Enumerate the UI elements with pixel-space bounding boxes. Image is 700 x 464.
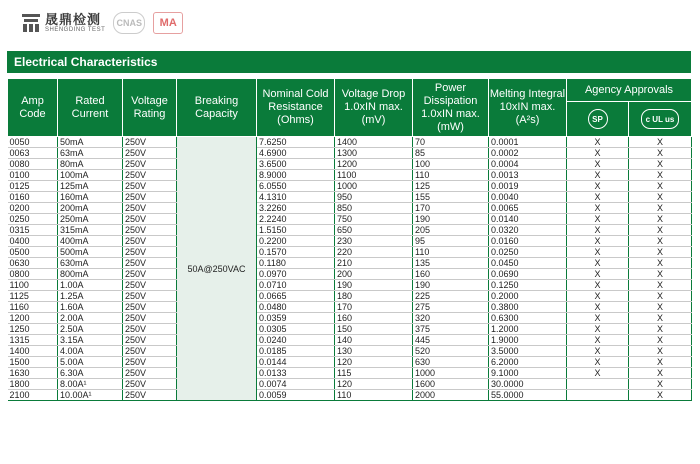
brand-logo [20,12,105,34]
col-csa [567,102,629,137]
rated-current-cell: 10.00A¹ [58,390,123,401]
power-dissipation-cell: 375 [413,324,489,335]
voltage-drop-cell: 180 [335,291,413,302]
voltage-rating-cell: 250V [123,148,177,159]
csa-approval-cell: X [567,291,629,302]
csa-approval-cell: X [567,269,629,280]
voltage-drop-cell: 1400 [335,137,413,148]
table-row [8,159,692,170]
amp-code-cell: 0250 [8,214,58,225]
voltage-rating-cell: 250V [123,225,177,236]
voltage-drop-cell: 650 [335,225,413,236]
power-dissipation-cell: 205 [413,225,489,236]
table-row [8,379,692,390]
csa-approval-cell: X [567,280,629,291]
rated-current-cell: 80mA [58,159,123,170]
power-dissipation-cell: 95 [413,236,489,247]
melting-integral-cell: 0.0001 [489,137,567,148]
col-rated-current: Rated Current [58,79,123,137]
rated-current-cell: 125mA [58,181,123,192]
amp-code-cell: 0630 [8,258,58,269]
melting-integral-cell: 6.2000 [489,357,567,368]
voltage-drop-cell: 230 [335,236,413,247]
ul-approval-cell: X [629,137,692,148]
voltage-drop-cell: 190 [335,280,413,291]
ul-approval-cell: X [629,302,692,313]
ul-approval-cell: X [629,236,692,247]
voltage-rating-cell: 250V [123,170,177,181]
rated-current-cell: 63mA [58,148,123,159]
table-row [8,302,692,313]
cold-resistance-cell: 0.0240 [257,335,335,346]
melting-integral-cell: 0.0450 [489,258,567,269]
table-body [8,137,692,401]
power-dissipation-cell: 110 [413,247,489,258]
melting-integral-cell: 9.1000 [489,368,567,379]
amp-code-cell: 1630 [8,368,58,379]
melting-integral-cell: 0.0004 [489,159,567,170]
table-row [8,346,692,357]
rated-current-cell: 100mA [58,170,123,181]
voltage-drop-cell: 1100 [335,170,413,181]
voltage-drop-cell: 1300 [335,148,413,159]
voltage-drop-cell: 1000 [335,181,413,192]
ul-approval-cell: X [629,269,692,280]
csa-approval-cell: X [567,324,629,335]
voltage-rating-cell: 250V [123,390,177,401]
amp-code-cell: 1400 [8,346,58,357]
ul-approval-cell: X [629,368,692,379]
csa-approval-cell: X [567,313,629,324]
cold-resistance-cell: 8.9000 [257,170,335,181]
cold-resistance-cell: 3.2260 [257,203,335,214]
ul-approval-cell: X [629,181,692,192]
melting-integral-cell: 0.2000 [489,291,567,302]
cold-resistance-cell: 0.0059 [257,390,335,401]
voltage-rating-cell: 250V [123,313,177,324]
voltage-rating-cell: 250V [123,192,177,203]
cold-resistance-cell: 0.0185 [257,346,335,357]
table-row [8,269,692,280]
section-title: Electrical Characteristics [7,51,691,73]
amp-code-cell: 1200 [8,313,58,324]
cold-resistance-cell: 0.0665 [257,291,335,302]
table-row [8,236,692,247]
ul-approval-cell: X [629,280,692,291]
col-ul [629,102,692,137]
voltage-rating-cell: 250V [123,236,177,247]
csa-approval-cell: X [567,170,629,181]
ul-approval-cell: X [629,214,692,225]
melting-integral-cell: 0.0002 [489,148,567,159]
cold-resistance-cell: 0.2200 [257,236,335,247]
amp-code-cell: 1800 [8,379,58,390]
amp-code-cell: 0160 [8,192,58,203]
cold-resistance-cell: 7.6250 [257,137,335,148]
voltage-rating-cell: 250V [123,137,177,148]
ul-approval-cell: X [629,291,692,302]
csa-approval-cell: X [567,214,629,225]
csa-approval-cell: X [567,247,629,258]
brand-name-en: SHENGDING TEST [45,27,106,33]
table-row [8,225,692,236]
cold-resistance-cell: 2.2240 [257,214,335,225]
melting-integral-cell: 0.0250 [489,247,567,258]
voltage-drop-cell: 850 [335,203,413,214]
table-row [8,280,692,291]
voltage-rating-cell: 250V [123,159,177,170]
rated-current-cell: 5.00A [58,357,123,368]
ul-approval-cell: X [629,379,692,390]
power-dissipation-cell: 190 [413,214,489,225]
csa-approval-cell: X [567,258,629,269]
rated-current-cell: 630mA [58,258,123,269]
cold-resistance-cell: 1.5150 [257,225,335,236]
melting-integral-cell: 1.2000 [489,324,567,335]
voltage-drop-cell: 1200 [335,159,413,170]
power-dissipation-cell: 100 [413,159,489,170]
csa-approval-cell: X [567,137,629,148]
amp-code-cell: 0050 [8,137,58,148]
power-dissipation-cell: 160 [413,269,489,280]
power-dissipation-cell: 85 [413,148,489,159]
voltage-drop-cell: 160 [335,313,413,324]
amp-code-cell: 0080 [8,159,58,170]
amp-code-cell: 2100 [8,390,58,401]
melting-integral-cell: 0.0013 [489,170,567,181]
melting-integral-cell: 3.5000 [489,346,567,357]
table-row [8,291,692,302]
csa-approval-cell: X [567,368,629,379]
table-row [8,258,692,269]
cold-resistance-cell: 3.6500 [257,159,335,170]
power-dissipation-cell: 1600 [413,379,489,390]
voltage-rating-cell: 250V [123,214,177,225]
amp-code-cell: 0063 [8,148,58,159]
table-row [8,368,692,379]
csa-approval-cell: X [567,181,629,192]
csa-approval-cell: X [567,159,629,170]
cold-resistance-cell: 0.0710 [257,280,335,291]
voltage-drop-cell: 220 [335,247,413,258]
rated-current-cell: 8.00A¹ [58,379,123,390]
ul-approval-cell: X [629,159,692,170]
table-row [8,247,692,258]
cold-resistance-cell: 0.0305 [257,324,335,335]
rated-current-cell: 160mA [58,192,123,203]
melting-integral-cell: 0.0160 [489,236,567,247]
electrical-characteristics-table [7,78,692,401]
rated-current-cell: 3.15A [58,335,123,346]
rated-current-cell: 250mA [58,214,123,225]
col-power-dissipation: Power Dissipation 1.0xIN max. (mW) [413,79,489,137]
col-voltage-rating: Voltage Rating [123,79,177,137]
csa-approval-cell: X [567,346,629,357]
voltage-rating-cell: 250V [123,357,177,368]
cold-resistance-cell: 0.1570 [257,247,335,258]
col-voltage-drop: Voltage Drop 1.0xIN max. (mV) [335,79,413,137]
table-row [8,390,692,401]
ul-approval-cell: X [629,390,692,401]
amp-code-cell: 0315 [8,225,58,236]
voltage-rating-cell: 250V [123,324,177,335]
cold-resistance-cell: 0.1180 [257,258,335,269]
cul-us-logo-icon: c UL us [641,109,680,129]
power-dissipation-cell: 630 [413,357,489,368]
csa-approval-cell: X [567,225,629,236]
cnas-badge: CNAS [113,12,145,34]
power-dissipation-cell: 320 [413,313,489,324]
breaking-capacity-cell: 50A@250VAC [177,137,257,401]
power-dissipation-cell: 225 [413,291,489,302]
cold-resistance-cell: 4.1310 [257,192,335,203]
col-cold-resistance: Nominal Cold Resistance (Ohms) [257,79,335,137]
ul-approval-cell: X [629,148,692,159]
cold-resistance-cell: 4.6900 [257,148,335,159]
table-row [8,335,692,346]
rated-current-cell: 4.00A [58,346,123,357]
voltage-rating-cell: 250V [123,379,177,390]
power-dissipation-cell: 70 [413,137,489,148]
melting-integral-cell: 0.0320 [489,225,567,236]
table-row [8,357,692,368]
table-row [8,214,692,225]
brand-name-cn: 晟鼎检测 [45,12,102,27]
cold-resistance-cell: 0.0133 [257,368,335,379]
csa-approval-cell: X [567,236,629,247]
rated-current-cell: 1.00A [58,280,123,291]
voltage-rating-cell: 250V [123,181,177,192]
col-melting-integral: Melting Integral 10xIN max. (A²s) [489,79,567,137]
rated-current-cell: 200mA [58,203,123,214]
voltage-drop-cell: 750 [335,214,413,225]
csa-approval-cell [567,379,629,390]
voltage-drop-cell: 950 [335,192,413,203]
col-amp-code: Amp Code [8,79,58,137]
rated-current-cell: 1.25A [58,291,123,302]
melting-integral-cell: 0.0690 [489,269,567,280]
melting-integral-cell: 55.0000 [489,390,567,401]
melting-integral-cell: 0.6300 [489,313,567,324]
power-dissipation-cell: 170 [413,203,489,214]
csa-approval-cell: X [567,148,629,159]
voltage-rating-cell: 250V [123,302,177,313]
csa-approval-cell: X [567,335,629,346]
ul-approval-cell: X [629,313,692,324]
ma-badge: MA [153,12,183,34]
rated-current-cell: 50mA [58,137,123,148]
col-breaking-capacity: Breaking Capacity [177,79,257,137]
rated-current-cell: 2.00A [58,313,123,324]
melting-integral-cell: 0.1250 [489,280,567,291]
amp-code-cell: 0500 [8,247,58,258]
amp-code-cell: 0800 [8,269,58,280]
csa-logo-icon: SP [588,109,608,129]
amp-code-cell: 1315 [8,335,58,346]
ul-approval-cell: X [629,170,692,181]
ul-approval-cell: X [629,335,692,346]
voltage-drop-cell: 200 [335,269,413,280]
cold-resistance-cell: 6.0550 [257,181,335,192]
power-dissipation-cell: 155 [413,192,489,203]
voltage-rating-cell: 250V [123,346,177,357]
melting-integral-cell: 0.3800 [489,302,567,313]
voltage-drop-cell: 115 [335,368,413,379]
melting-integral-cell: 0.0140 [489,214,567,225]
amp-code-cell: 0400 [8,236,58,247]
amp-code-cell: 0200 [8,203,58,214]
amp-code-cell: 0125 [8,181,58,192]
amp-code-cell: 1125 [8,291,58,302]
table-row [8,181,692,192]
cold-resistance-cell: 0.0144 [257,357,335,368]
col-agency-approvals: Agency Approvals [567,79,692,102]
ul-approval-cell: X [629,225,692,236]
csa-approval-cell: X [567,302,629,313]
cold-resistance-cell: 0.0074 [257,379,335,390]
amp-code-cell: 1250 [8,324,58,335]
voltage-drop-cell: 130 [335,346,413,357]
power-dissipation-cell: 275 [413,302,489,313]
ul-approval-cell: X [629,357,692,368]
ul-approval-cell: X [629,324,692,335]
power-dissipation-cell: 125 [413,181,489,192]
voltage-rating-cell: 250V [123,368,177,379]
rated-current-cell: 1.60A [58,302,123,313]
ul-approval-cell: X [629,247,692,258]
table-row [8,148,692,159]
power-dissipation-cell: 135 [413,258,489,269]
header-logos [20,8,183,38]
voltage-drop-cell: 210 [335,258,413,269]
table-row [8,137,692,148]
voltage-rating-cell: 250V [123,258,177,269]
power-dissipation-cell: 190 [413,280,489,291]
rated-current-cell: 800mA [58,269,123,280]
voltage-rating-cell: 250V [123,291,177,302]
power-dissipation-cell: 1000 [413,368,489,379]
power-dissipation-cell: 520 [413,346,489,357]
brand-emblem-icon [20,12,42,34]
voltage-rating-cell: 250V [123,269,177,280]
voltage-drop-cell: 140 [335,335,413,346]
rated-current-cell: 2.50A [58,324,123,335]
power-dissipation-cell: 445 [413,335,489,346]
voltage-drop-cell: 120 [335,379,413,390]
rated-current-cell: 6.30A [58,368,123,379]
rated-current-cell: 315mA [58,225,123,236]
amp-code-cell: 0100 [8,170,58,181]
melting-integral-cell: 1.9000 [489,335,567,346]
ul-approval-cell: X [629,258,692,269]
melting-integral-cell: 0.0019 [489,181,567,192]
voltage-rating-cell: 250V [123,335,177,346]
voltage-rating-cell: 250V [123,280,177,291]
amp-code-cell: 1500 [8,357,58,368]
csa-approval-cell [567,390,629,401]
voltage-rating-cell: 250V [123,247,177,258]
ul-approval-cell: X [629,203,692,214]
cold-resistance-cell: 0.0359 [257,313,335,324]
table-row [8,192,692,203]
table-row [8,324,692,335]
power-dissipation-cell: 2000 [413,390,489,401]
rated-current-cell: 400mA [58,236,123,247]
melting-integral-cell: 0.0040 [489,192,567,203]
ul-approval-cell: X [629,346,692,357]
power-dissipation-cell: 110 [413,170,489,181]
csa-approval-cell: X [567,203,629,214]
voltage-drop-cell: 150 [335,324,413,335]
voltage-rating-cell: 250V [123,203,177,214]
table-row [8,313,692,324]
voltage-drop-cell: 120 [335,357,413,368]
table-row [8,170,692,181]
amp-code-cell: 1160 [8,302,58,313]
csa-approval-cell: X [567,192,629,203]
ul-approval-cell: X [629,192,692,203]
csa-approval-cell: X [567,357,629,368]
table-row [8,203,692,214]
cold-resistance-cell: 0.0970 [257,269,335,280]
amp-code-cell: 1100 [8,280,58,291]
melting-integral-cell: 0.0065 [489,203,567,214]
cold-resistance-cell: 0.0480 [257,302,335,313]
voltage-drop-cell: 110 [335,390,413,401]
melting-integral-cell: 30.0000 [489,379,567,390]
rated-current-cell: 500mA [58,247,123,258]
voltage-drop-cell: 170 [335,302,413,313]
